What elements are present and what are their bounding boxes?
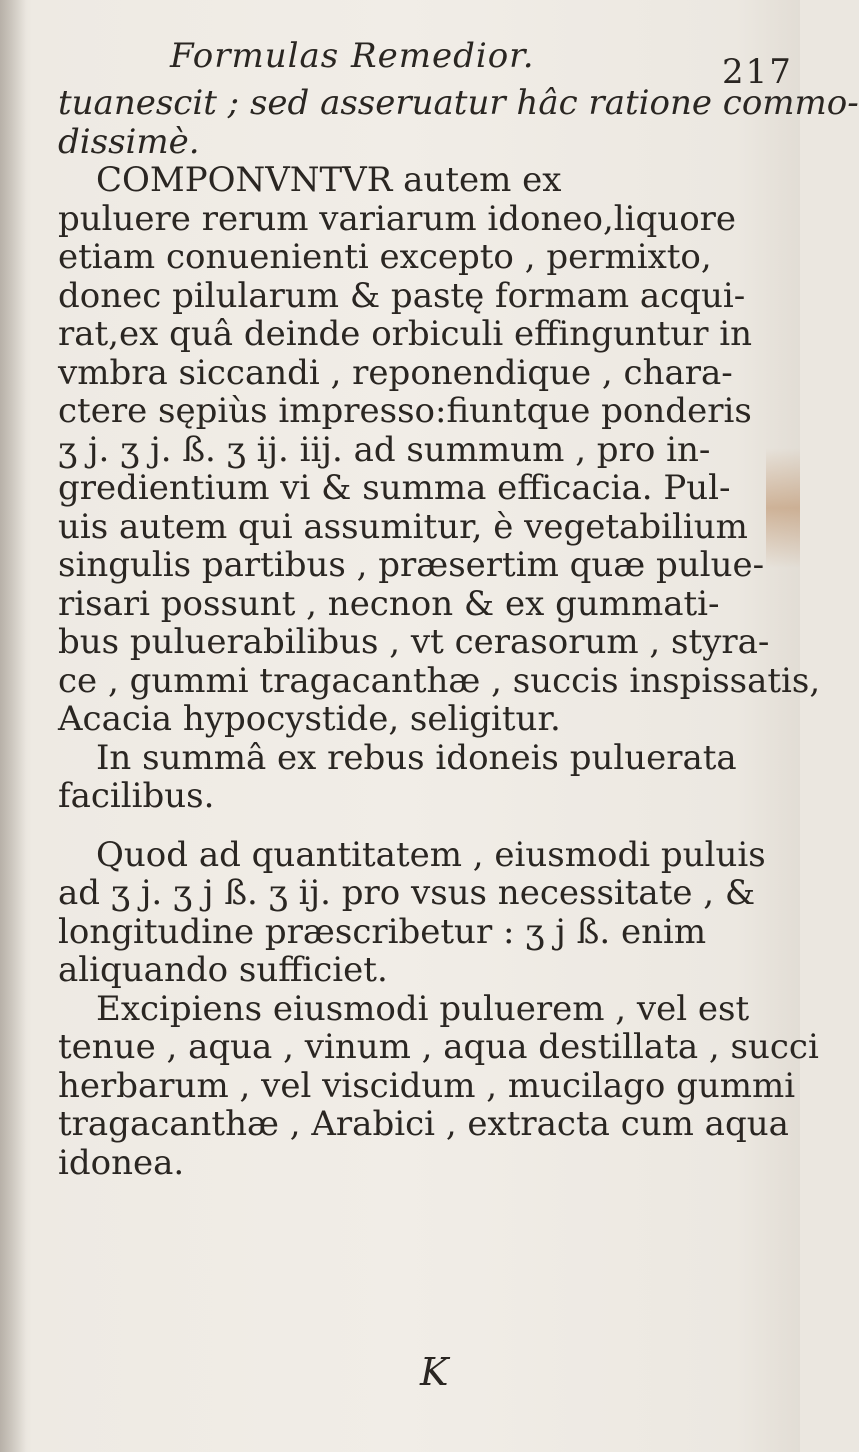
text-line: ctere sępiùs impresso:fiuntque ponderis	[58, 391, 752, 431]
text-line: dissimè.	[58, 121, 200, 162]
text-line: rat,ex quâ deinde orbiculi effinguntur in	[58, 314, 753, 354]
text-line: COMPONVNTVR autem ex	[96, 160, 562, 200]
text-line: Quod ad quantitatem , eiusmodi puluis	[96, 834, 766, 875]
text-line: puluere rerum variarum idoneo,liquore	[58, 198, 737, 239]
text-line: vmbra siccandi , reponendique , chara-	[58, 352, 733, 393]
text-line: tragacanthæ , Arabici , extracta cum aqua	[58, 1104, 789, 1144]
text-line: etiam conuenienti excepto , permixto,	[58, 237, 712, 277]
text-line: tuanescit ; sed asseruatur hâc ratione commo-	[58, 83, 859, 123]
body-text	[58, 83, 859, 1183]
text-line: singulis partibus , præsertim quæ pulue-	[58, 545, 765, 585]
text-line: ad ʒ j. ʒ j ß. ʒ ij. pro vsus necessitate , &	[58, 873, 756, 913]
text-line: herbarum , vel viscidum , mucilago gummi	[58, 1065, 796, 1106]
text-line: longitudine præscribetur : ʒ j ß. enim	[58, 911, 707, 952]
catchword: K	[420, 1350, 449, 1394]
text-line: risari possunt , necnon & ex gummati-	[58, 583, 720, 624]
text-line: In summâ ex rebus idoneis puluerata	[96, 737, 737, 778]
text-line: donec pilularum & pastę formam acqui-	[58, 275, 746, 316]
text-line: ʒ j. ʒ j. ß. ʒ ij. iij. ad summum , pro in-	[58, 429, 711, 470]
text-line: Excipiens eiusmodi puluerem , vel est	[96, 988, 750, 1029]
text-line: ce , gummi tragacanthæ , succis inspissatis,	[58, 660, 821, 701]
paragraph-gap	[58, 816, 774, 836]
text-line: aliquando sufficiet.	[58, 950, 388, 990]
text-line: idonea.	[58, 1142, 185, 1183]
text-line: uis autem qui assumitur, è vegetabilium	[58, 506, 748, 547]
page-number: 217	[722, 52, 793, 92]
text-line: bus puluerabilibus , vt cerasorum , styra-	[58, 622, 770, 662]
text-line: gredientium vi & summa efficacia. Pul-	[58, 468, 731, 508]
spine-shadow	[0, 0, 26, 1452]
text-line: facilibus.	[58, 776, 215, 816]
running-head: Formulas Remedior.	[170, 36, 535, 76]
text-line: Acacia hypocystide, seligitur.	[58, 699, 561, 739]
text-line: tenue , aqua , vinum , aqua destillata , succi	[58, 1027, 819, 1067]
